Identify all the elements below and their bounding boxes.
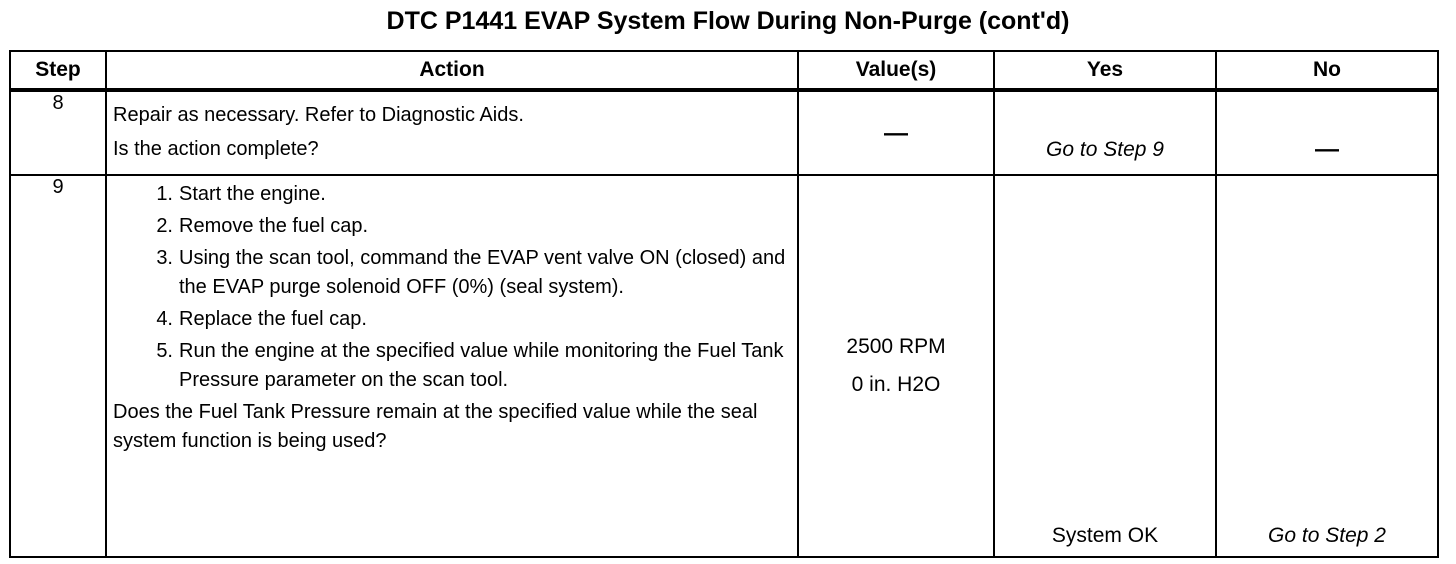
values-cell — [798, 90, 994, 175]
table-row — [10, 175, 1438, 557]
no-cell — [1216, 90, 1438, 175]
header-yes: Yes — [994, 51, 1216, 90]
value-pressure: 0 in. H2O — [851, 373, 941, 396]
procedure-steps — [107, 180, 797, 395]
values-cell — [798, 175, 994, 557]
action-text: Repair as necessary. Refer to Diagnostic Aids. — [113, 104, 524, 126]
specified-values — [799, 328, 993, 404]
yes-text: System OK — [1051, 524, 1159, 547]
values-dash: — — [884, 120, 908, 147]
value-rpm: 2500 RPM — [846, 335, 946, 358]
no-text: Go to Step 2 — [1268, 524, 1386, 547]
yes-cell — [994, 175, 1216, 557]
action-cell — [106, 175, 798, 557]
no-dash: — — [1315, 136, 1339, 163]
no-cell — [1216, 175, 1438, 557]
procedure-step: 1. Start the engine. — [156, 183, 326, 205]
yes-cell — [994, 90, 1216, 175]
diagnostic-table — [9, 50, 1439, 558]
procedure-step: 5. Run the engine at the specified value while monitoring the Fuel Tank Pressure parameter on the scan tool. — [156, 340, 784, 391]
yes-text: Go to Step 9 — [1046, 138, 1164, 161]
procedure-step: 4. Replace the fuel cap. — [156, 308, 367, 330]
header-no: No — [1216, 51, 1438, 90]
table-row — [10, 90, 1438, 175]
header-action: Action — [106, 51, 798, 90]
page-title: DTC P1441 EVAP System Flow During Non-Purge (cont'd) — [386, 7, 1070, 35]
header-values: Value(s) — [798, 51, 994, 90]
procedure-step: 3. Using the scan tool, command the EVAP vent valve ON (closed) and the EVAP purge solenoid OFF (0%) (seal system). — [156, 247, 786, 298]
action-question: Is the action complete? — [113, 138, 319, 160]
table-header-row — [10, 51, 1438, 90]
step-number: 8 — [10, 90, 106, 175]
action-cell — [106, 90, 798, 175]
action-question: Does the Fuel Tank Pressure remain at the specified value while the seal system function is being used? — [113, 401, 758, 452]
header-step: Step — [10, 51, 106, 90]
procedure-step: 2. Remove the fuel cap. — [156, 215, 368, 237]
step-number: 9 — [10, 175, 106, 557]
